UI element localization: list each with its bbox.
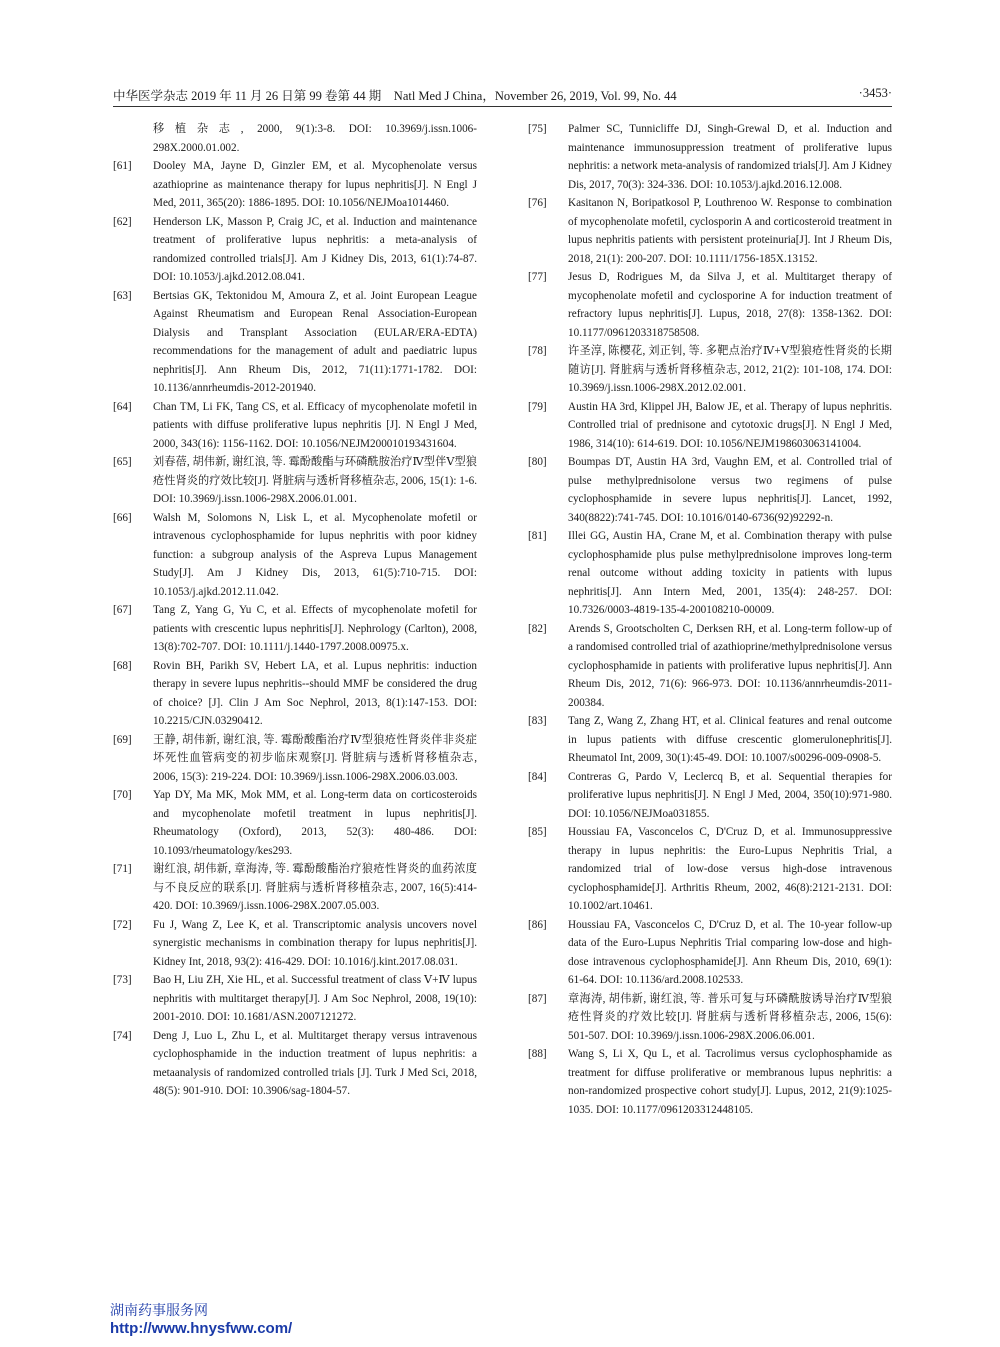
reference-text: 谢红浪, 胡伟新, 章海涛, 等. 霉酚酸酯治疗狼疮性肾炎的血药浓度与不良反应的联系[J]. 肾脏病与透析肾移植杂志, 2007, 16(5):414-420. DOI: 10.3969/j.issn.1006-298X.2007.05.003. <box>153 863 477 912</box>
reference-item <box>528 620 892 713</box>
reference-text: Illei GG, Austin HA, Crane M, et al. Combination therapy with pulse cyclophosphamide plus pulse methylprednisolone improves long-term renal outcome without adding toxicity in patients with lupus nephritis[J]. Ann Intern Med, 2001, 135(4): 248-257. DOI: 10.7326/0003-4819-135-4-200108210-00009. <box>568 530 892 616</box>
reference-number: [68] <box>113 659 132 672</box>
reference-text: Austin HA 3rd, Klippel JH, Balow JE, et al. Therapy of lupus nephritis. Controlled trial of prednisone and cytotoxic drugs[J]. N Engl J Med, 1986, 314(10): 614-619. DOI: 10.1056/NEJM198603063141004. <box>568 400 892 450</box>
watermark-site-name: 湖南药事服务网 <box>110 1303 208 1319</box>
reference-item <box>113 657 477 731</box>
reference-number: [83] <box>528 715 547 727</box>
reference-item <box>113 601 477 657</box>
reference-item <box>528 527 892 620</box>
reference-number: [81] <box>528 530 547 542</box>
reference-text: Rovin BH, Parikh SV, Hebert LA, et al. Lupus nephritis: induction therapy in severe lupus nephritis--should MMF be considered the drug of choice? [J]. Clin J Am Soc Nephrol, 2013, 8(1):147-153. DOI: 10.2215/CJN.03290412. <box>153 659 477 727</box>
reference-number: [61] <box>113 160 132 172</box>
reference-text: Palmer SC, Tunnicliffe DJ, Singh-Grewal D, et al. Induction and maintenance immunosuppression treatment of proliferative lupus nephritis: a network meta-analysis of randomized trials[J]. Am J Kidney Dis, 2017, 70(3): 324-336. DOI: 10.1053/j.ajkd.2016.12.008. <box>568 123 892 191</box>
reference-text: 章海涛, 胡伟新, 谢红浪, 等. 普乐可复与环磷酰胺诱导治疗Ⅳ型狼疮性肾炎的疗效比较[J]. 肾脏病与透析肾移植杂志, 2006, 15(6): 501-507. DOI: 10.3969/j.issn.1006-298X.2006.06.001. <box>568 992 892 1042</box>
reference-number: [64] <box>113 400 132 413</box>
reference-item <box>528 823 892 916</box>
reference-number: [80] <box>528 456 547 468</box>
reference-text: 许圣淳, 陈樱花, 刘正钊, 等. 多靶点治疗Ⅳ+Ⅴ型狼疮性肾炎的长期随访[J]. 肾脏病与透析肾移植杂志, 2012, 21(2): 101-108, 174. DOI: 10.3969/j.issn.1006-298X.2012.02.001. <box>568 345 892 394</box>
reference-item <box>113 213 477 287</box>
reference-text: Bertsias GK, Tektonidou M, Amoura Z, et al. Joint European League Against Rheumatism and European Renal Association-European Dialysis and Transplant Association (EULAR/ERA-EDTA) recommendations for the management of adult and paediatric lupus nephritis[J]. Ann Rheum Dis, 2012, 71(11):1771-1782. DOI: 10.1136/annrheumdis-2012-201940. <box>153 289 477 394</box>
reference-number: [66] <box>113 511 132 524</box>
reference-number: [84] <box>528 770 547 783</box>
reference-item <box>528 916 892 990</box>
reference-text: Fu J, Wang Z, Lee K, et al. Transcriptomic analysis uncovers novel synergistic mechanisms in combination therapy for lupus nephritis[J]. Kidney Int, 2018, 93(2): 416-429. DOI: 10.1016/j.kint.2017.08.031. <box>153 918 477 968</box>
reference-text: Chan TM, Li FK, Tang CS, et al. Efficacy of mycophenolate mofetil in patients with diffuse proliferative lupus nephritis [J]. N Engl J Med, 2000, 343(16): 1156-1162. DOI: 10.1056/NEJM200010193431604. <box>153 400 477 450</box>
reference-number: [74] <box>113 1029 132 1042</box>
reference-number: [86] <box>528 918 547 931</box>
reference-number: [88] <box>528 1048 547 1060</box>
reference-text: Wang S, Li X, Qu L, et al. Tacrolimus versus cyclophosphamide as treatment for diffuse proliferative or membranous lupus nephritis: a non-randomized prospective cohort study[J]. Lupus, 2012, 21(9):1025-1035. DOI: 10.1177/0961203312448105. <box>568 1048 892 1116</box>
page-number: ·3453· <box>858 86 892 100</box>
reference-number: [75] <box>528 123 547 135</box>
reference-number: [67] <box>113 604 132 616</box>
reference-item <box>528 268 892 342</box>
reference-item <box>113 731 477 787</box>
reference-column-right <box>528 120 892 1119</box>
reference-item <box>113 398 477 454</box>
reference-text: Arends S, Grootscholten C, Derksen RH, et al. Long-term follow-up of a randomised controlled trial of azathioprine/methylprednisolone versus cyclophosphamide in patients with proliferative lupus nephritis[J]. Ann Rheum Dis, 2012, 71(6): 966-973. DOI: 10.1136/annrheumdis-2011-200384. <box>568 622 892 709</box>
reference-text: Deng J, Luo L, Zhu L, et al. Multitarget therapy versus intravenous cyclophosphamide in the induction treatment of lupus nephritis: a metaanalysis of randomized controlled trials [J]. Turk J Med Sci, 2018, 48(5): 901-910. DOI: 10.3906/sag-1804-57. <box>153 1029 477 1097</box>
reference-text: Yap DY, Ma MK, Mok MM, et al. Long-term data on corticosteroids and mycophenolate mofetil treatment in lupus nephritis[J]. Rheumatology (Oxford), 2013, 52(3): 480-486. DOI: 10.1093/rheumatology/kes293. <box>153 789 477 857</box>
reference-text: Henderson LK, Masson P, Craig JC, et al. Induction and maintenance treatment of proliferative lupus nephritis: a meta-analysis of randomized controlled trials[J]. Am J Kidney Dis, 2013, 61(1):74-87. DOI: 10.1053/j.ajkd.2012.08.041. <box>153 215 477 283</box>
running-header <box>113 84 892 107</box>
reference-item <box>528 768 892 824</box>
reference-number: [78] <box>528 345 547 357</box>
reference-number: [63] <box>113 289 132 302</box>
reference-number: [77] <box>528 271 547 283</box>
reference-item <box>528 194 892 268</box>
watermark-url-link[interactable]: http://www.hnysfww.com/ <box>110 1320 293 1337</box>
reference-text: Bao H, Liu ZH, Xie HL, et al. Successful treatment of class Ⅴ+Ⅳ lupus nephritis with multitarget therapy[J]. J Am Soc Nephrol, 2008, 19(10): 2001-2010. DOI: 10.1681/ASN.2007121272. <box>153 974 477 1023</box>
reference-number: [65] <box>113 456 132 468</box>
reference-text: Houssiau FA, Vasconcelos C, D'Cruz D, et al. The 10-year follow-up data of the Euro-Lupus Nephritis Trial comparing low-dose and high-dose intravenous cyclophosphamide[J]. Ann Rheum Dis, 2010, 69(1): 61-64. DOI: 10.1136/ard.2008.102533. <box>568 918 892 986</box>
reference-number: [73] <box>113 974 132 986</box>
reference-number: [62] <box>113 215 132 228</box>
reference-item <box>528 120 892 194</box>
reference-number: [85] <box>528 826 547 838</box>
reference-number: [87] <box>528 992 547 1005</box>
reference-item <box>528 712 892 768</box>
reference-text: 移植杂志, 2000, 9(1):3-8. DOI: 10.3969/j.issn.1006-298X.2000.01.002. <box>153 123 477 154</box>
reference-item <box>113 916 477 972</box>
reference-text: Walsh M, Solomons N, Lisk L, et al. Mycophenolate mofetil or intravenous cyclophosphamide for lupus nephritis with poor kidney function: a subgroup analysis of the Aspreva Lupus Management Study[J]. Am J Kidney Dis, 2013, 61(5):710-715. DOI: 10.1053/j.ajkd.2012.11.042. <box>153 511 477 598</box>
reference-number: [71] <box>113 863 132 875</box>
reference-column-left <box>113 120 477 1101</box>
reference-text: Dooley MA, Jayne D, Ginzler EM, et al. Mycophenolate versus azathioprine as maintenance therapy for lupus nephritis[J]. N Engl J Med, 2011, 365(20): 1886-1895. DOI: 10.1056/NEJMoa1014460. <box>153 160 477 209</box>
reference-number: [69] <box>113 733 132 746</box>
reference-item <box>113 120 477 157</box>
reference-item <box>113 509 477 602</box>
reference-item <box>113 786 477 860</box>
reference-item <box>528 1045 892 1119</box>
reference-text: Boumpas DT, Austin HA 3rd, Vaughn EM, et al. Controlled trial of pulse methylprednisolone versus two regimens of pulse cyclophosphamide in severe lupus nephritis[J]. Lancet, 1992, 340(8822):741-745. DOI: 10.1016/0140-6736(92)92292-n. <box>568 456 892 524</box>
reference-item <box>113 971 477 1027</box>
reference-number: [70] <box>113 789 132 801</box>
reference-item <box>113 1027 477 1101</box>
reference-text: Jesus D, Rodrigues M, da Silva J, et al. Multitarget therapy of mycophenolate mofetil and cyclosporine A for induction treatment of refractory lupus nephritis[J]. Lupus, 2018, 27(8): 1358-1362. DOI: 10.1177/0961203318758508. <box>568 271 892 339</box>
reference-item <box>528 990 892 1046</box>
journal-citation-line: 中华医学杂志 2019 年 11 月 26 日第 99 卷第 44 期 Natl Med J China，November 26, 2019, Vol. 99, No. 44 <box>113 89 677 103</box>
reference-text: 王静, 胡伟新, 谢红浪, 等. 霉酚酸酯治疗Ⅳ型狼疮性肾炎伴非炎症坏死性血管病变的初步临床观察[J]. 肾脏病与透析肾移植杂志, 2006, 15(3): 219-224. DOI: 10.3969/j.issn.1006-298X.2006.03.003. <box>153 733 477 783</box>
reference-item <box>113 287 477 398</box>
reference-number: [82] <box>528 622 547 635</box>
reference-text: Tang Z, Wang Z, Zhang HT, et al. Clinical features and renal outcome in lupus patients with diffuse crescentic glomerulonephritis[J]. Rheumatol Int, 2009, 30(1):45-49. DOI: 10.1007/s00296-009-0908-5. <box>568 715 892 764</box>
reference-number: [79] <box>528 400 547 413</box>
reference-text: 刘春蓓, 胡伟新, 谢红浪, 等. 霉酚酸酯与环磷酰胺治疗Ⅳ型伴Ⅴ型狼疮性肾炎的疗效比较[J]. 肾脏病与透析肾移植杂志, 2006, 15(1): 1-6. DOI: 10.3969/j.issn.1006-298X.2006.01.001. <box>153 456 477 505</box>
reference-text: Kasitanon N, Boripatkosol P, Louthrenoo W. Response to combination of mycophenolate mofetil, cyclosporin A and corticosteroid treatment in lupus nephritis patients with persistent proteinuria[J]. Int J Rheum Dis, 2018, 21(1): 200-207. DOI: 10.1111/1756-185X.13152. <box>568 197 892 265</box>
reference-item <box>528 398 892 454</box>
reference-text: Tang Z, Yang G, Yu C, et al. Effects of mycophenolate mofetil for patients with crescentic lupus nephritis[J]. Nephrology (Carlton), 2008, 13(8):702-707. DOI: 10.1111/j.1440-1797.2008.00975.x. <box>153 604 477 653</box>
reference-item <box>528 453 892 527</box>
reference-item <box>528 342 892 398</box>
reference-text: Houssiau FA, Vasconcelos C, D'Cruz D, et al. Immunosuppressive therapy in lupus nephritis: the Euro-Lupus Nephritis Trial, a randomized trial of low-dose versus high-dose intravenous cyclophosphamide[J]. Arthritis Rheum, 2002, 46(8):2121-2131. DOI: 10.1002/art.10461. <box>568 826 892 912</box>
reference-number: [72] <box>113 918 132 931</box>
reference-item <box>113 157 477 213</box>
reference-item <box>113 860 477 916</box>
reference-item <box>113 453 477 509</box>
reference-text: Contreras G, Pardo V, Leclercq B, et al. Sequential therapies for proliferative lupus nephritis[J]. N Engl J Med, 2004, 350(10):971-980. DOI: 10.1056/NEJMoa031855. <box>568 770 892 820</box>
reference-number: [76] <box>528 197 547 209</box>
